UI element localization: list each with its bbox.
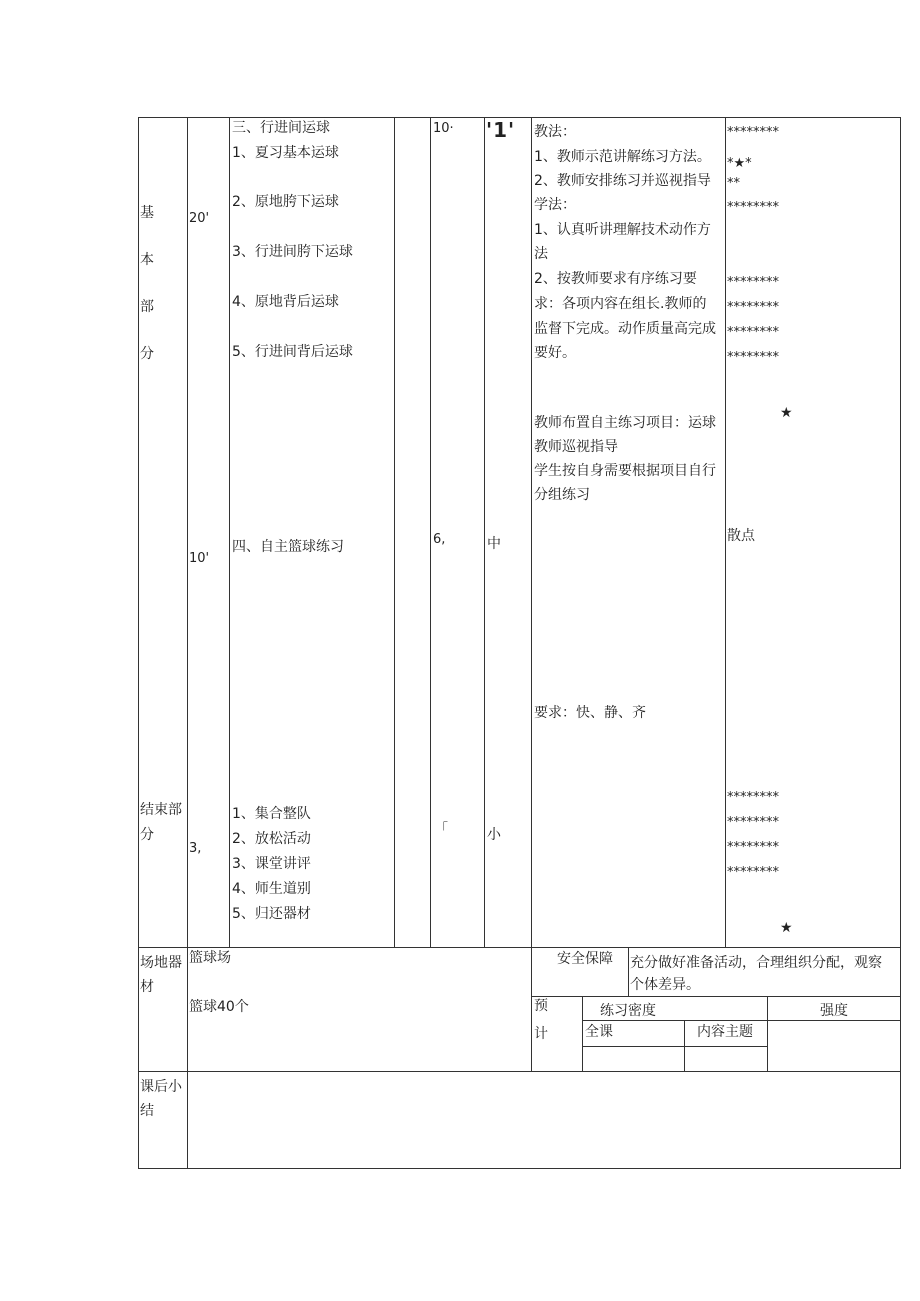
free-practice-title: 四、自主篮球练习 xyxy=(232,539,344,555)
count-cell: 10· xyxy=(433,121,454,136)
formation-row: ******** xyxy=(727,815,779,830)
safety-text: 个体差异。 xyxy=(630,977,700,993)
formation-row: ******** xyxy=(727,125,779,140)
table-right-border xyxy=(900,117,901,1169)
method-line: 学法： xyxy=(534,197,576,213)
table-divider xyxy=(187,117,188,1169)
table-divider xyxy=(582,1046,767,1047)
estimate-label: 计 xyxy=(534,1026,548,1042)
method-line: 教师布置自主练习项目：运球 xyxy=(534,415,716,431)
formation-row: *★* xyxy=(727,156,752,171)
method-line: 1、教师示范讲解练习方法。 xyxy=(534,149,711,165)
method-line: 分组练习 xyxy=(534,487,590,503)
list-item: 2、原地胯下运球 xyxy=(232,194,339,210)
time-cell: 3, xyxy=(189,841,202,856)
formation-row: ******** xyxy=(727,840,779,855)
teacher-star-icon: ★ xyxy=(780,405,793,421)
venue-place: 篮球场 xyxy=(189,950,231,966)
count-cell: 6, xyxy=(433,532,446,547)
formation-row: ******** xyxy=(727,790,779,805)
table-divider xyxy=(531,117,532,1071)
time-cell: 10' xyxy=(189,551,210,566)
method-line: 要好。 xyxy=(534,345,576,361)
table-divider xyxy=(229,117,230,947)
list-item: 1、集合整队 xyxy=(232,806,311,822)
table-divider xyxy=(628,947,629,996)
list-item: 5、行进间背后运球 xyxy=(232,344,353,360)
table-divider xyxy=(531,996,901,997)
venue-label: 场地器 xyxy=(140,955,182,971)
density-header: 练习密度 xyxy=(600,1003,656,1019)
estimate-label: 预 xyxy=(534,998,548,1014)
formation-row: ******** xyxy=(727,275,779,290)
list-item: 3、行进间胯下运球 xyxy=(232,244,353,260)
list-item: 3、课堂讲评 xyxy=(232,856,311,872)
method-line: 1、认真听讲理解技术动作方 xyxy=(534,222,711,238)
table-divider xyxy=(582,996,583,1071)
table-divider xyxy=(767,996,768,1071)
method-line: 求：各项内容在组长.教师的 xyxy=(534,296,707,312)
table-divider xyxy=(582,1020,901,1021)
table-divider xyxy=(394,117,395,947)
venue-equipment: 篮球40个 xyxy=(189,999,249,1015)
topic-header: 内容主题 xyxy=(697,1024,753,1040)
list-item: 4、师生道别 xyxy=(232,881,311,897)
formation-row: ******** xyxy=(727,350,779,365)
content-title: 三、行进间运球 xyxy=(232,120,330,136)
method-line: 法 xyxy=(534,246,548,262)
intensity-header: 强度 xyxy=(820,1003,848,1019)
formation-row: ******** xyxy=(727,300,779,315)
intensity-cell: '1' xyxy=(486,118,516,142)
list-item: 1、夏习基本运球 xyxy=(232,145,339,161)
formation-label: 散点 xyxy=(727,528,755,544)
list-item: 4、原地背后运球 xyxy=(232,294,339,310)
section-label-char: 基 xyxy=(140,205,154,221)
list-item: 5、归还器材 xyxy=(232,906,311,922)
method-line: 2、教师安排练习并巡视指导 xyxy=(534,173,711,189)
summary-label: 结 xyxy=(140,1103,154,1119)
formation-row: ** xyxy=(727,176,740,191)
table-divider xyxy=(138,1071,901,1072)
formation-row: ******** xyxy=(727,325,779,340)
section-label-char: 本 xyxy=(140,252,154,268)
table-divider xyxy=(725,117,726,947)
method-line: 要求：快、静、齐 xyxy=(534,705,646,721)
count-cell: 「 xyxy=(435,822,449,837)
safety-label: 安全保障 xyxy=(557,951,613,967)
teacher-star-icon: ★ xyxy=(780,920,793,936)
section-label-char: 部 xyxy=(140,299,154,315)
section-label-char: 分 xyxy=(140,346,154,362)
formation-row: ******** xyxy=(727,200,779,215)
summary-label: 课后小 xyxy=(140,1079,182,1095)
ending-section-label: 结束部 xyxy=(140,802,182,818)
method-line: 教法： xyxy=(534,124,576,140)
venue-label: 材 xyxy=(140,979,154,995)
table-left-border xyxy=(138,117,139,1169)
method-line: 学生按自身需要根据项目自行 xyxy=(534,463,716,479)
table-divider xyxy=(138,947,901,948)
list-item: 2、放松活动 xyxy=(232,831,311,847)
table-top-border xyxy=(138,117,901,118)
intensity-cell: 小 xyxy=(487,827,501,843)
table-divider xyxy=(430,117,431,947)
whole-lesson-header: 全课 xyxy=(585,1024,613,1040)
method-line: 监督下完成。动作质量高完成 xyxy=(534,321,716,337)
method-line: 2、按教师要求有序练习要 xyxy=(534,271,697,287)
safety-text: 充分做好准备活动，合理组织分配，观察 xyxy=(630,955,882,971)
formation-row: ******** xyxy=(727,865,779,880)
ending-section-label: 分 xyxy=(140,827,154,843)
intensity-cell: 中 xyxy=(487,536,501,552)
table-divider xyxy=(684,1020,685,1071)
table-divider xyxy=(484,117,485,947)
table-bottom-border xyxy=(138,1168,901,1169)
method-line: 教师巡视指导 xyxy=(534,439,618,455)
time-cell: 20' xyxy=(189,211,210,226)
